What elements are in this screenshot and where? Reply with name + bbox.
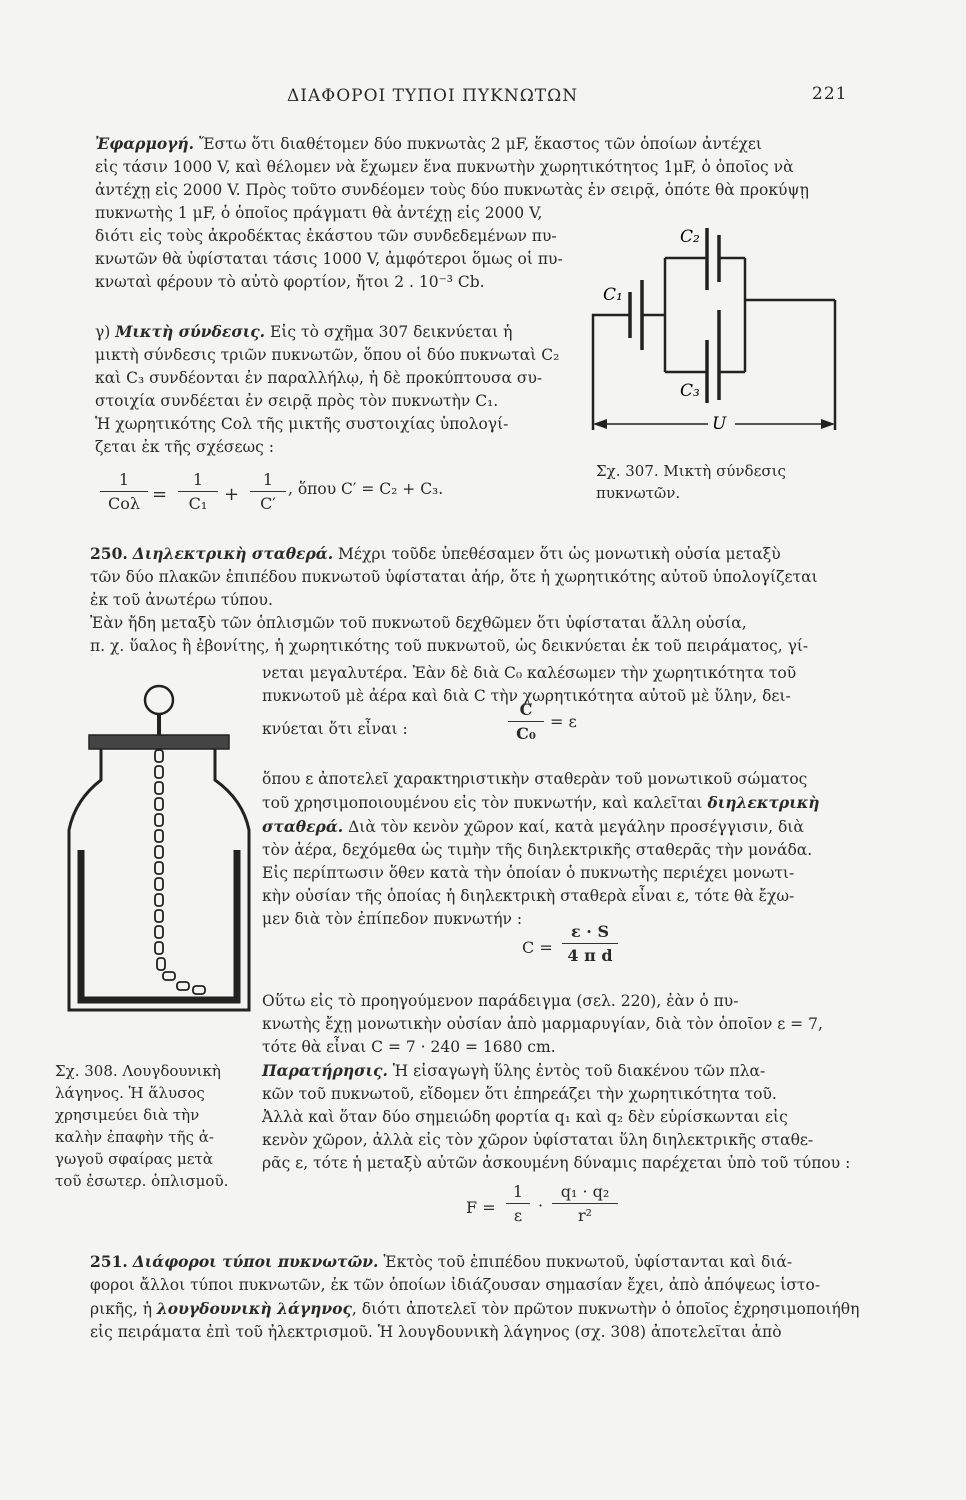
sec250-after-line-6: μεν διὰ τὸν ἐπίπεδον πυκνωτήν :	[262, 910, 523, 928]
application-line-5: κνωτῶν θὰ ὑφίσταται τάσις 1000 V, ἀμφότεροι ὅμως οἱ πυ-	[95, 250, 563, 268]
sec250-after-line-1: τοῦ χρησιμοποιουμένου εἰς τὸν πυκνωτήν, καὶ καλεῖται διηλεκτρικὴ	[262, 793, 820, 812]
sec250-after-line-0: ὅπου ε ἀποτελεῖ χαρακτηριστικὴν σταθερὰν τοῦ μονωτικοῦ σώματος	[262, 770, 808, 788]
figure-308-leyden-jar	[55, 680, 255, 1050]
eq-force-lhs: F =	[466, 1198, 496, 1217]
example-line-1: κνωτὴς ἔχῃ μονωτικὴν οὐσίαν ἀπὸ μαρμαρυγίαν, διὰ τὸν ὁποῖον ε = 7,	[262, 1015, 823, 1033]
sec250-line-3: Ἐὰν ἤδη μεταξὺ τῶν ὁπλισμῶν τοῦ πυκνωτοῦ δεχθῶμεν ὅτι ὑφίσταται ἄλλη οὐσία,	[90, 614, 747, 632]
note-line-0: Παρατήρησις. Ἡ εἰσαγωγὴ ὕλης ἐντὸς τοῦ διακένου τῶν πλα-	[262, 1061, 766, 1080]
sec250-heading: Διηλεκτρικὴ σταθερά.	[132, 544, 334, 563]
page-number: 221	[812, 84, 848, 104]
figure-307-caption: Σχ. 307. Μικτὴ σύνδεσις πυκνωτῶν.	[596, 462, 786, 502]
application-heading: Ἐφαρμογή.	[95, 134, 195, 153]
figure-307-circuit	[585, 200, 855, 450]
sec250-after-line-2: σταθερά. Διὰ τὸν κενὸν χῶρον καί, κατὰ μεγάλην προσέγγισιν, διὰ	[262, 817, 804, 836]
sec250-number: 250.	[90, 544, 128, 563]
mixed-line-3: στοιχία συνδέεται ἐν σειρᾷ πρὸς τὸν πυκνωτὴν C₁.	[95, 392, 499, 410]
eq-equals: =	[152, 484, 168, 505]
mixed-line-2: καὶ C₃ συνδέονται ἐν παραλλήλῳ, ἡ δὲ προκύπτουσα συ-	[95, 369, 543, 387]
eq-force-dot: ·	[538, 1196, 544, 1215]
sec250-line-2: ἐκ τοῦ ἀνωτέρω τύπου.	[90, 591, 273, 609]
mixed-paragraph	[95, 320, 575, 459]
sec251-line-2: ρικῆς, ἡ λουγδουνικὴ λάγηνος, διότι ἀποτελεῖ τὸν πρῶτον πυκνωτὴν ὁ ὁποῖος ἐχρησιμοποιήθη	[90, 1299, 860, 1318]
sec251-heading: Διάφοροι τύποι πυκνωτῶν.	[132, 1252, 379, 1271]
mixed-line-4: Ἡ χωρητικότης Cολ τῆς μικτῆς συστοιχίας ὑπολογί-	[95, 415, 509, 433]
application-line-3: πυκνωτὴς 1 μF, ὁ ὁποῖος πράγματι θὰ ἀντέχῃ εἰς 2000 V,	[95, 204, 543, 222]
running-header: ΔΙΑΦΟΡΟΙ ΤΥΠΟΙ ΠΥΚΝΩΤΩΝ	[287, 86, 579, 106]
mixed-line-0: γ) Μικτὴ σύνδεσις. Εἰς τὸ σχῆμα 307 δεικνύεται ἡ	[95, 322, 513, 341]
mixed-line-1: μικτὴ σύνδεσις τριῶν πυκνωτῶν, ὅπου οἱ δύο πυκνωταὶ C₂	[95, 346, 560, 364]
sec250-after-line-3: τὸν ἀέρα, δεχόμεθα ὡς τιμὴν τῆς διηλεκτρικῆς σταθερᾶς τὴν μονάδα.	[262, 841, 813, 859]
eq-dielectric-rhs: = ε	[550, 712, 577, 731]
sec251-line-0: 251. Διάφοροι τύποι πυκνωτῶν. Ἐκτὸς τοῦ ἐπιπέδου πυκνωτοῦ, ὑφίστανται καὶ διά-	[90, 1252, 793, 1271]
note-line-3: κενὸν χῶρον, ἀλλὰ εἰς τὸν χῶρον ὑφίσταται ὕλη διηλεκτρικῆς σταθε-	[262, 1131, 814, 1149]
eq-cprime-fraction: 1 C′	[250, 470, 286, 513]
sec250-example-block	[262, 990, 862, 1175]
eq-capacitance-fraction: ε · S 4 π d	[562, 922, 618, 965]
example-line-2: τότε θὰ εἶναι C = 7 · 240 = 1680 cm.	[262, 1038, 556, 1056]
eq-capacitance-lhs: C =	[522, 938, 553, 957]
sec250-line-4: π. χ. ὕαλος ἢ ἐβονίτης, ἡ χωρητικότης τοῦ πυκνωτοῦ, ὡς δεικνύεται ἐκ τοῦ πειράματος, γί-	[90, 637, 809, 655]
eq-force-frac1: 1 ε	[506, 1182, 530, 1225]
sec251-line-1: φοροι ἄλλοι τύποι πυκνωτῶν, ἐκ τῶν ὁποίων ἰδιάζουσαν σημασίαν ἔχει, ἀπὸ ἀπόψεως ἱστο-	[90, 1276, 821, 1294]
sec250-after-line-4: Εἰς περίπτωσιν ὅθεν κατὰ τὴν ὁποίαν ὁ πυκνωτὴς περιέχει μονωτι-	[262, 864, 795, 882]
label-c1: C₁	[603, 285, 623, 305]
sec250-right-line-0: νεται μεγαλυτέρα. Ἐὰν δὲ διὰ C₀ καλέσωμεν τὴν χωρητικότητα τοῦ	[262, 664, 797, 682]
eq-where: , ὅπου C′ = C₂ + C₃.	[288, 480, 444, 498]
mixed-line-5: ζεται ἐκ τῆς σχέσεως :	[95, 438, 274, 456]
note-heading: Παρατήρησις.	[262, 1061, 388, 1080]
example-line-0: Οὕτω εἰς τὸ προηγούμενον παράδειγμα (σελ. 220), ἐὰν ὁ πυ-	[262, 992, 739, 1010]
eq-c1-fraction: 1 C₁	[178, 470, 218, 513]
application-line-4: διότι εἰς τοὺς ἀκροδέκτας ἑκάστου τῶν συνδεδεμένων πυ-	[95, 227, 557, 245]
figure-308-caption: Σχ. 308. Λουγδουνικὴ λάγηνος. Ἡ ἅλυσος χρησιμεύει διὰ τὴν καλὴν ἐπαφὴν τῆς ἀ- γωγοῦ σφαίρας μετὰ τοῦ ἐσωτερ. ὁπλισμοῦ.	[55, 1062, 229, 1190]
note-line-4: ρᾶς ε, τότε ἡ μεταξὺ αὐτῶν ἀσκουμένη δύναμις παρέχεται ὑπὸ τοῦ τύπου :	[262, 1154, 851, 1172]
eq-plus: +	[224, 484, 240, 505]
sec251-paragraph	[90, 1250, 862, 1344]
sec250-after-line-5: κὴν οὐσίαν τῆς ὁποίας ἡ διηλεκτρικὴ σταθερὰ εἶναι ε, τότε θὰ ἔχω-	[262, 887, 795, 905]
sec250-paragraph	[90, 542, 860, 658]
sec250-right-line-2: κνύεται ὅτι εἶναι :	[262, 720, 408, 738]
wire-left	[593, 315, 620, 430]
sec250-line-1: τῶν δύο πλακῶν ἐπιπέδου πυκνωτοῦ ὑφίσταται ἀήρ, ὅτε ἡ χωρητικότης αὐτοῦ ὑπολογίζεται	[90, 568, 818, 586]
application-line-1: εἰς τάσιν 1000 V, καὶ θέλομεν νὰ ἔχωμεν ἕνα πυκνωτὴν χωρητικότητος 1μF, ὁ ὁποῖος νὰ	[95, 158, 794, 176]
application-line-2: ἀντέχῃ εἰς 2000 V. Πρὸς τοῦτο συνδέομεν τοὺς δύο πυκνωτὰς ἐν σειρᾷ, ὁπότε θὰ προκύψῃ	[95, 181, 809, 199]
jar-lid	[89, 735, 229, 749]
note-line-1: κῶν τοῦ πυκνωτοῦ, εἴδομεν ὅτι ἐπηρεάζει τὴν χωρητικότητα τοῦ.	[262, 1085, 777, 1103]
eq-dielectric-fraction: C C₀	[508, 700, 544, 743]
application-line-0: Ἐφαρμογή. Ἔστω ὅτι διαθέτομεν δύο πυκνωτὰς 2 μF, ἕκαστος τῶν ὁποίων ἀντέχει	[95, 134, 762, 153]
sec251-line-3: εἰς πειράματα ἐπὶ τοῦ ἠλεκτρισμοῦ. Ἡ λουγδουνικὴ λάγηνος (σχ. 308) ἀποτελεῖται ἀπὸ	[90, 1323, 782, 1341]
jar-outline	[69, 749, 249, 1010]
application-line-6: κνωταὶ φέρουν τὸ αὐτὸ φορτίον, ἤτοι 2 . 10⁻³ Cb.	[95, 273, 485, 291]
sec251-number: 251.	[90, 1252, 128, 1271]
label-c3: C₃	[680, 381, 700, 401]
jar-sphere	[145, 686, 173, 714]
sec250-right-line-1: πυκνωτοῦ μὲ ἀέρα καὶ διὰ C τὴν χωρητικότητα αὐτοῦ μὲ ὕλην, δει-	[262, 687, 791, 705]
label-c2: C₂	[680, 227, 700, 247]
jar-chain	[155, 750, 205, 994]
sec250-line-0: 250. Διηλεκτρικὴ σταθερά. Μέχρι τοῦδε ὑπεθέσαμεν ὅτι ὡς μονωτικὴ οὐσία μεταξὺ	[90, 544, 781, 563]
mixed-heading: Μικτὴ σύνδεσις.	[115, 322, 266, 341]
label-u: U	[712, 414, 727, 434]
sec250-after-block	[262, 768, 862, 931]
eq-total-fraction: 1 Cολ	[100, 470, 148, 513]
jar-inner-coating	[81, 850, 237, 1000]
note-line-2: Ἀλλὰ καὶ ὅταν δύο σημειώδη φορτία q₁ καὶ q₂ δὲν εὑρίσκωνται εἰς	[262, 1108, 788, 1126]
eq-force-frac2: q₁ · q₂ r²	[552, 1182, 618, 1225]
